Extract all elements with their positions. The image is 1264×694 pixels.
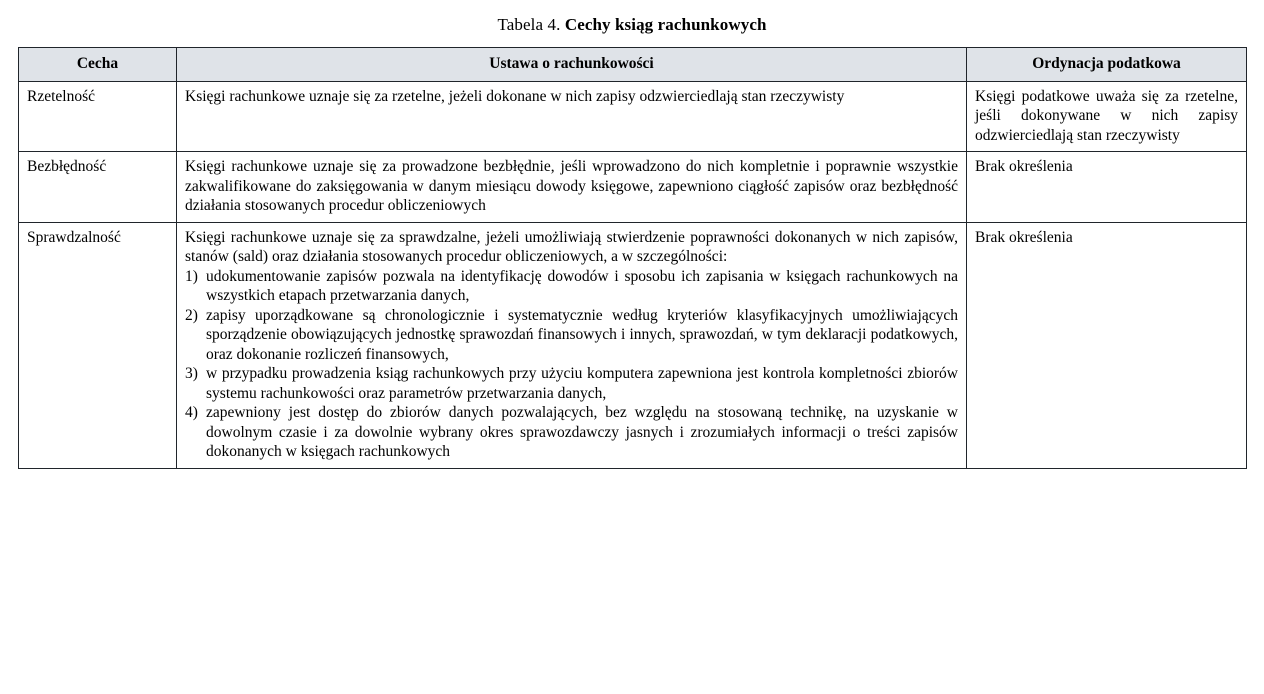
cell-feature-name: Rzetelność xyxy=(19,81,177,152)
list-item xyxy=(185,306,958,365)
list-item-text: udokumentowanie zapisów pozwala na identyfikację dowodów i sposobu ich zapisania w księgach rachunkowych na wszystkich etapach przetwarzania danych, xyxy=(206,267,958,305)
table-caption xyxy=(18,14,1246,36)
list-item xyxy=(185,403,958,462)
cell-tax-ordinance: Brak określenia xyxy=(967,222,1247,468)
column-header-feature: Cecha xyxy=(19,48,177,82)
list-item-text: zapewniony jest dostęp do zbiorów danych pozwalających, bez względu na stosowaną technikę, na uzyskanie w dowolnym czasie i za dowolnie wybrany okres sprawozdawczy jasnych i zrozumiałych informacji o treści zapisów dokonanych w księgach rachunkowych xyxy=(206,404,958,461)
list-item-marker: 4) xyxy=(185,404,198,422)
cell-feature-name: Bezbłędność xyxy=(19,152,177,223)
cell-lead-text: Księgi rachunkowe uznaje się za sprawdzalne, jeżeli umożliwiają stwierdzenie poprawności dokonanych w nich zapisów, stanów (sald) oraz działania stosowanych procedur obliczeniowych, a w szczególności: xyxy=(185,228,958,266)
list-item-marker: 3) xyxy=(185,365,198,383)
table-row xyxy=(19,152,1247,223)
cell-accounting-act: Księgi rachunkowe uznaje się za prowadzone bezbłędnie, jeśli wprowadzono do nich kompletnie i poprawnie wszystkie zakwalifikowane do zaksięgowania w danym miesiącu dowody księgowe, zapewniono ciągłość zapisów oraz bezbłędność działania stosowanych procedur obliczeniowych xyxy=(177,152,967,223)
table-header-row xyxy=(19,48,1247,82)
list-item-text: w przypadku prowadzenia ksiąg rachunkowych przy użyciu komputera zapewniona jest kontrola kompletności zbiorów systemu rachunkowości oraz parametrów przetwarzania danych, xyxy=(206,365,958,402)
cell-tax-ordinance: Księgi podatkowe uważa się za rzetelne, jeśli dokonywane w nich zapisy odzwierciedlają stan rzeczywisty xyxy=(967,81,1247,152)
table-row xyxy=(19,81,1247,152)
cell-accounting-act: Księgi rachunkowe uznaje się za rzetelne, jeżeli dokonane w nich zapisy odzwierciedlają stan rzeczywisty xyxy=(177,81,967,152)
list-item-marker: 1) xyxy=(185,267,198,285)
list-item-marker: 2) xyxy=(185,306,198,324)
list-item xyxy=(185,267,958,306)
table-caption-title: Cechy ksiąg rachunkowych xyxy=(564,15,767,34)
cell-feature-name: Sprawdzalność xyxy=(19,222,177,468)
list-item-text: zapisy uporządkowane są chronologicznie i systematycznie według kryteriów klasyfikacyjnych umożliwiających sporządzenie obowiązujących jednostkę sprawozdań finansowych i innych, sprawozdań, w tym deklaracji podatkowych, oraz dokonanie rozliczeń finansowych, xyxy=(206,306,958,363)
column-header-accounting-act: Ustawa o rachunkowości xyxy=(177,48,967,82)
column-header-tax-ordinance: Ordynacja podatkowa xyxy=(967,48,1247,82)
cell-tax-ordinance: Brak określenia xyxy=(967,152,1247,223)
features-table xyxy=(18,47,1247,469)
cell-accounting-act xyxy=(177,222,967,468)
table-row xyxy=(19,222,1247,468)
conditions-list xyxy=(185,267,958,462)
table-caption-number: Tabela 4. xyxy=(497,15,561,34)
list-item xyxy=(185,364,958,403)
